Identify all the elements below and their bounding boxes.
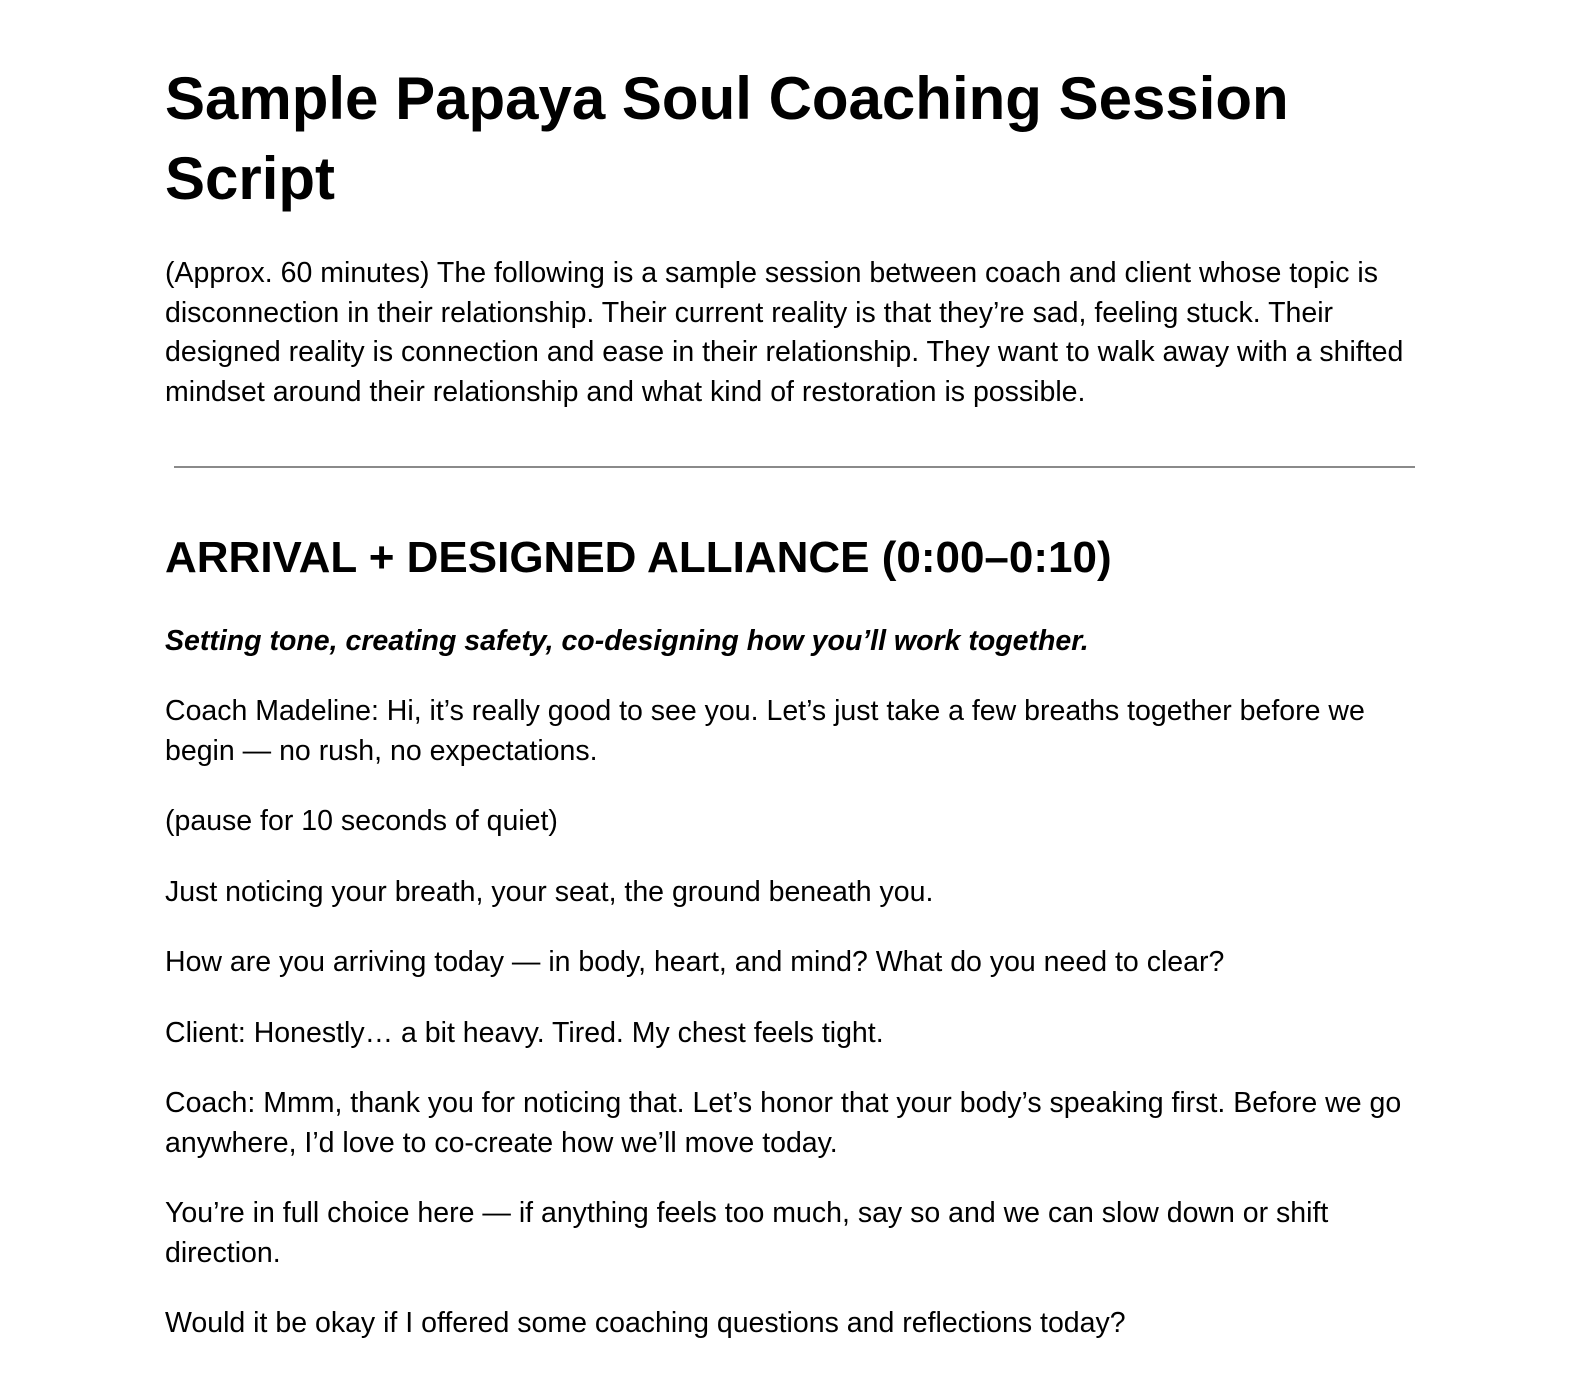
- section-divider: [174, 466, 1415, 468]
- script-paragraph: How are you arriving today — in body, heart, and mind? What do you need to clear?: [165, 946, 1225, 978]
- script-paragraph: Client: Honestly… a bit heavy. Tired. My chest feels tight.: [165, 1016, 884, 1049]
- script-paragraph: You’re in full choice here — if anything feels too much, say so and we can slow down or shift direction.: [165, 1197, 1329, 1269]
- script-body: [165, 692, 1415, 1375]
- script-paragraph: Would it be okay if I offered some coaching questions and reflections today?: [165, 1307, 1126, 1339]
- script-paragraph: Just noticing your breath, your seat, the ground beneath you.: [165, 875, 934, 908]
- section-subheading: Setting tone, creating safety, co-designing how you’ll work together.: [165, 625, 1089, 657]
- script-paragraph: Coach: Mmm, thank you for noticing that. Let’s honor that your body’s speaking first. Before we go anywhere, I’d love to co-create how we’ll move today.: [165, 1087, 1402, 1159]
- intro-paragraph: (Approx. 60 minutes) The following is a sample session between coach and client whose topic is disconnection in their relationship. Their current reality is that they’re sad, feeling stuck. Their designed reality is connection and ease in their relationship. They want to walk away with a shifted mindset around their relationship and what kind of restoration is possible.: [165, 257, 1404, 408]
- section-heading: ARRIVAL + DESIGNED ALLIANCE (0:00–0:10): [165, 533, 1112, 582]
- script-paragraph: Coach Madeline: Hi, it’s really good to see you. Let’s just take a few breaths together before we begin — no rush, no expectations.: [165, 695, 1365, 767]
- script-paragraph: (pause for 10 seconds of quiet): [165, 805, 558, 837]
- page-title: Sample Papaya Soul Coaching Session Script: [165, 65, 1289, 212]
